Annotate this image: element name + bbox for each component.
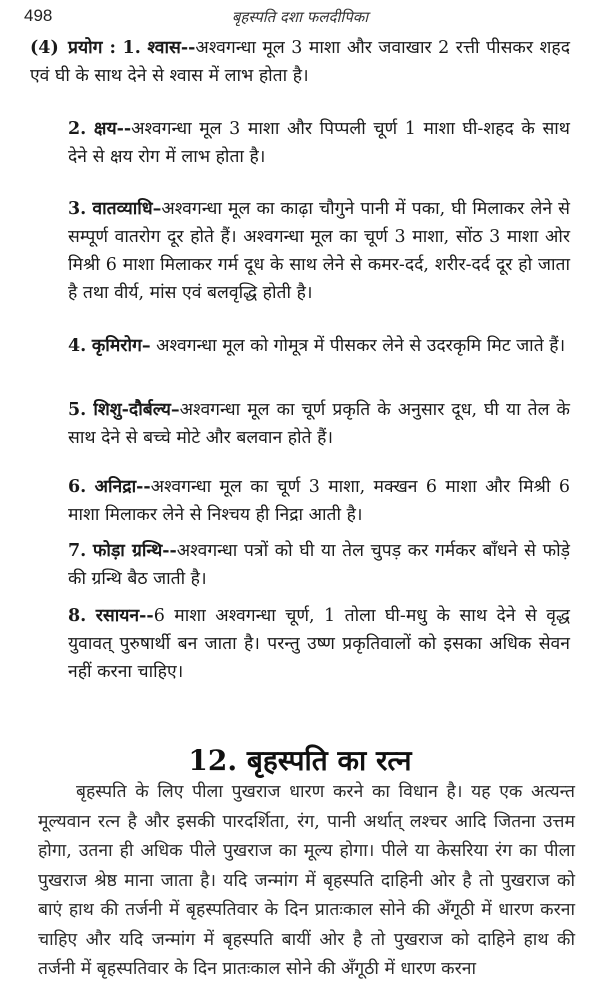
- item-number: 3.: [68, 199, 87, 219]
- usage-item-6: [30, 473, 570, 529]
- item-label: वातव्याधि–: [92, 199, 162, 219]
- usage-item-paragraph: [30, 34, 570, 90]
- item-text: अश्वगन्धा पत्रों को घी या तेल चुपड़ कर गर्मकर बाँधने से फोड़े की ग्रन्थि बैठ जाती है।: [68, 541, 570, 589]
- item-label: कृमिरोग–: [91, 336, 151, 356]
- item-label: फोड़ा ग्रन्थि--: [92, 541, 177, 561]
- item-text: अश्वगन्धा मूल 3 माशा और जवाखार 2 रत्ती पीसकर शहद एवं घी के साथ देने से श्वास में लाभ होता है।: [30, 38, 570, 86]
- usage-item-1: [30, 34, 570, 90]
- item-text: 6 माशा अश्वगन्धा चूर्ण, 1 तोला घी-मधु के साथ देने से वृद्ध युवावत् पुरुषार्थी बन जाता है। परन्तु उष्ण प्रकृतिवालों को इसका अधिक सेवन नहीं करना चाहिए।: [68, 606, 570, 682]
- usage-item-paragraph: [30, 473, 570, 529]
- item-label: रसायन--: [95, 606, 154, 626]
- usage-item-paragraph: [30, 602, 570, 686]
- item-text: अश्वगन्धा मूल को गोमूत्र में पीसकर लेने से उदरकृमि मिट जाते हैं।: [150, 336, 566, 356]
- item-label: शिशु-दौर्बल्य–: [93, 400, 180, 420]
- page-number: 498: [24, 6, 53, 25]
- usage-item-paragraph: [30, 115, 570, 171]
- usage-item-4: [30, 332, 570, 360]
- item-text: अश्वगन्धा मूल का चूर्ण 3 माशा, मक्खन 6 माशा और मिश्री 6 माशा मिलाकर लेने से निश्चय ही निद्रा आती है।: [68, 477, 570, 525]
- usage-item-5: [30, 396, 570, 452]
- item-number: 7.: [68, 541, 87, 561]
- section-paragraph: बृहस्पति के लिए पीला पुखराज धारण करने का विधान है। यह एक अत्यन्त मूल्यवान रत्न है और इसकी पारदर्शिता, रंग, पानी अर्थात् लश्चर आदि जितना उत्तम होगा, उतना ही अधिक पीले पुखराज का मूल्य होगा। पीले या केसरिया रंग का पीला पुखराज श्रेष्ठ माना जाता है। यदि जन्मांग में बृहस्पति दाहिनी ओर है तो पुखराज को बाएं हाथ की तर्जनी में बृहस्पतिवार के दिन प्रातःकाल सोने की अँगूठी में धारण करना चाहिए और यदि जन्मांग में बृहस्पति बायीं ओर है तो पुखराज को दाहिने हाथ की तर्जनी में बृहस्पतिवार के दिन प्रातःकाल सोने की अँगूठी में धारण करना: [38, 782, 575, 979]
- usage-item-7: [30, 537, 570, 593]
- section-body: [30, 778, 575, 985]
- usage-item-2: [30, 115, 570, 171]
- item-number: 4.: [68, 336, 87, 356]
- item-label: अनिद्रा--: [94, 477, 151, 497]
- usage-intro-label: प्रयोग :: [68, 38, 116, 58]
- item-label: क्षय--: [93, 119, 132, 139]
- usage-item-8: [30, 602, 570, 686]
- item-number: 2.: [68, 119, 87, 139]
- item-number: 8.: [68, 606, 87, 626]
- item-text: अश्वगन्धा मूल का काढ़ा चौगुने पानी में पका, घी मिलाकर लेने से सम्पूर्ण वातरोग दूर होते हैं। अश्वगन्धा मूल का चूर्ण 3 माशा, सोंठ 3 माशा ओर मिश्री 6 माशा मिलाकर गर्म दूध के साथ लेने से कमर-दर्द, शरीर-दर्द दूर हो जाता है तथा वीर्य, मांस एवं बलवृद्धि होती है।: [68, 199, 570, 303]
- item-number: 1.: [122, 38, 141, 58]
- item-number: 6.: [68, 477, 87, 497]
- item-text: अश्वगन्धा मूल 3 माशा और पिप्पली चूर्ण 1 माशा घी-शहद के साथ देने से क्षय रोग में लाभ होता है।: [68, 119, 570, 167]
- section-lead-number: (4): [30, 38, 59, 58]
- usage-item-3: [30, 195, 570, 307]
- item-label: श्वास--: [147, 38, 196, 58]
- item-number: 5.: [68, 400, 87, 420]
- usage-item-paragraph: [30, 332, 570, 360]
- section-heading: 12. बृहस्पति का रत्न: [188, 744, 412, 778]
- running-title: बृहस्पति दशा फलदीपिका: [231, 8, 369, 26]
- usage-item-paragraph: [30, 396, 570, 452]
- usage-item-paragraph: [30, 195, 570, 307]
- usage-item-paragraph: [30, 537, 570, 593]
- running-header: [24, 6, 576, 30]
- item-text: अश्वगन्धा मूल का चूर्ण प्रकृति के अनुसार दूध, घी या तेल के साथ देने से बच्चे मोटे और बलवान होते हैं।: [68, 400, 570, 448]
